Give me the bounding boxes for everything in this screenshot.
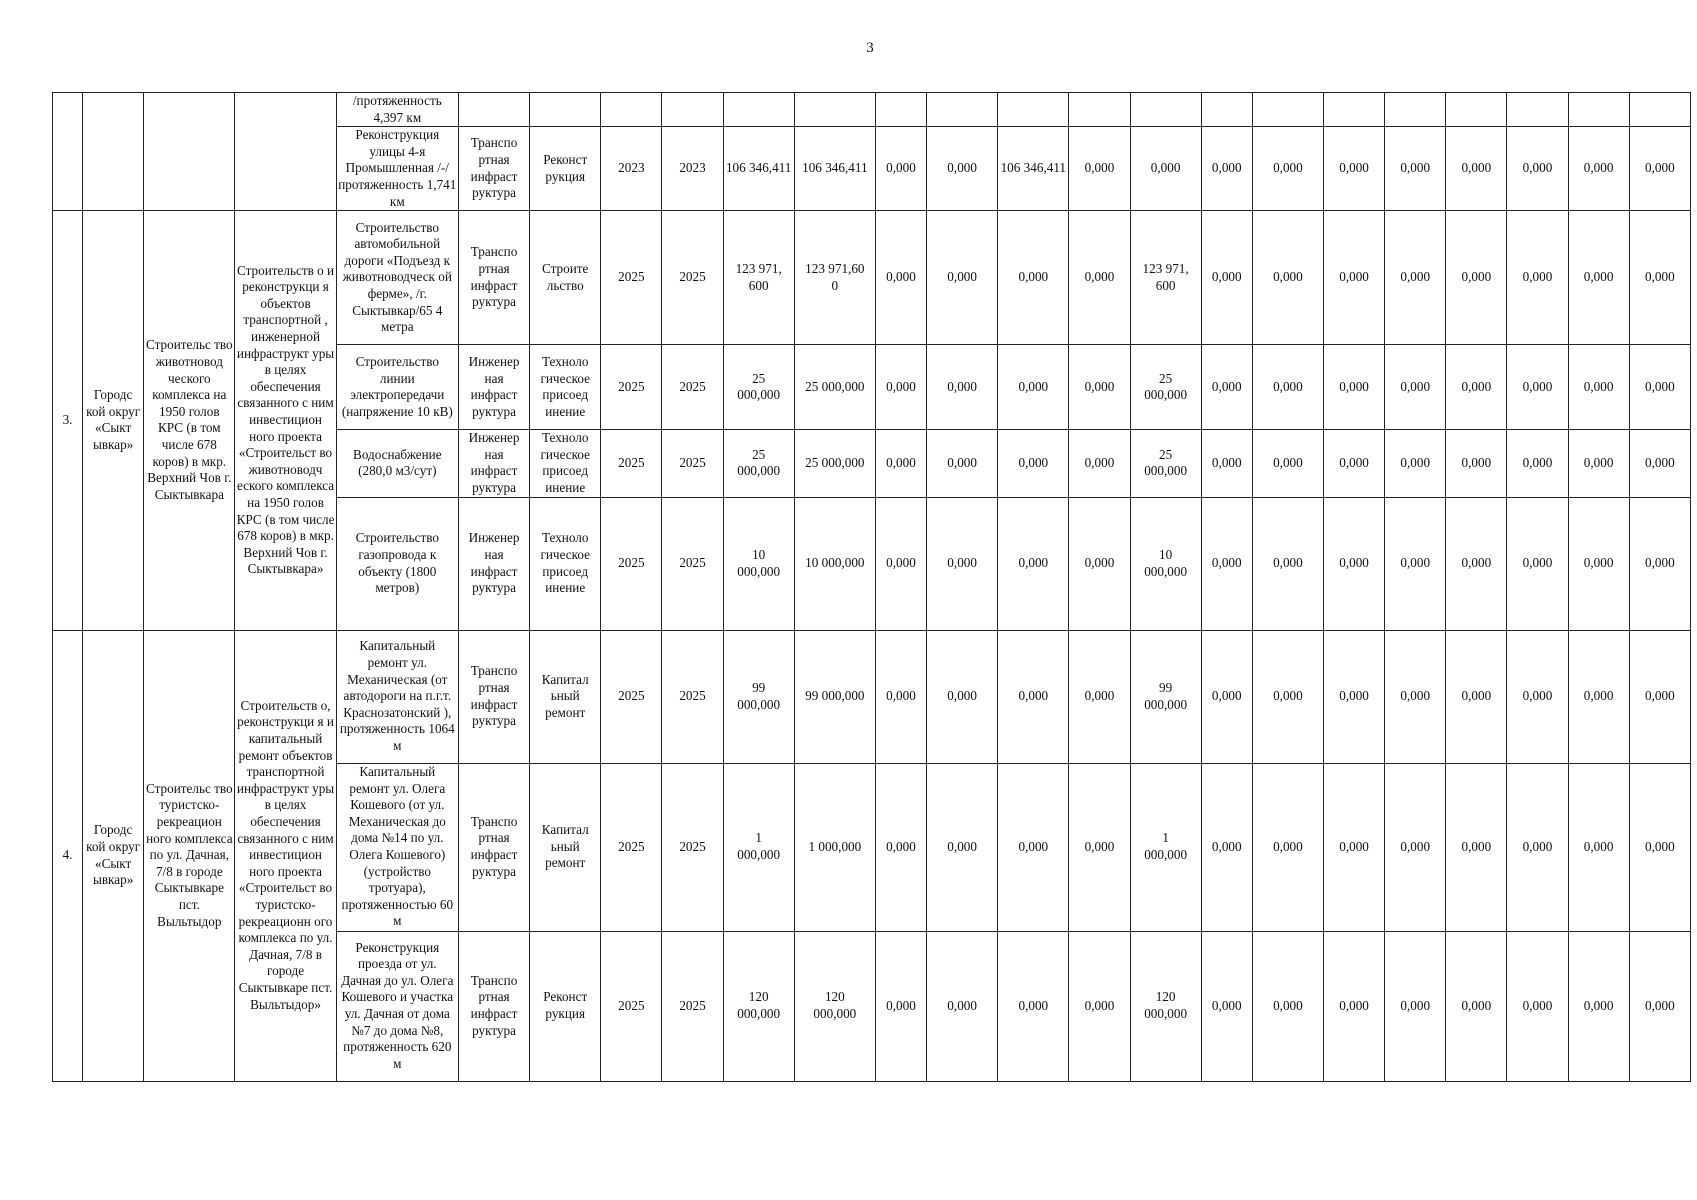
amount-cell: 106 346,411 (723, 127, 794, 211)
investment-project: Строительс тво туристско- рекреацион ного комплекса по ул. Дачная, 7/8 в городе Сыктывкаре пст. Выльтыдор (144, 630, 235, 1081)
infrastructure-type: Транспо ртная инфраст руктура (458, 630, 529, 763)
year-end: 2025 (662, 630, 723, 763)
amount-cell: 0,000 (875, 211, 926, 345)
amount-cell: 0,000 (1323, 497, 1384, 630)
amount-cell: 0,000 (1323, 211, 1384, 345)
amount-cell: 0,000 (927, 630, 998, 763)
work-type: Техноло гическое присоед инение (530, 345, 601, 430)
investment-objects-table (52, 92, 1691, 1082)
municipality: Городс кой округ «Сыкт ывкар» (83, 630, 144, 1081)
amount-cell: 0,000 (1323, 931, 1384, 1081)
amount-cell: 0,000 (1069, 345, 1130, 430)
object-name: Реконструкция проезда от ул. Дачная до ул. Олега Кошевого и участка ул. Дачная от дома №7 до дома №8, протяженность 620 м (336, 931, 458, 1081)
amount-cell: 0,000 (1568, 211, 1629, 345)
amount-cell: 0,000 (1385, 497, 1446, 630)
amount-cell: 0,000 (1507, 127, 1568, 211)
amount-cell: 10 000,000 (723, 497, 794, 630)
amount-cell: 0,000 (1507, 630, 1568, 763)
year-end: 2025 (662, 763, 723, 931)
amount-cell: 25 000,000 (723, 345, 794, 430)
amount-cell: 0,000 (1252, 211, 1323, 345)
amount-cell: 0,000 (1507, 345, 1568, 430)
investment-project: Строительс тво животновод ческого комплекса на 1950 голов КРС (в том числе 678 коров) в мкр. Верхний Чов г. Сыктывкара (144, 211, 235, 630)
amount-cell: 0,000 (927, 430, 998, 497)
amount-cell: 0,000 (1385, 345, 1446, 430)
amount-cell: 0,000 (1629, 127, 1690, 211)
amount-cell: 0,000 (1323, 127, 1384, 211)
year-start: 2025 (601, 430, 662, 497)
amount-cell: 1 000,000 (1130, 763, 1201, 931)
amount-cell: 25 000,000 (723, 430, 794, 497)
amount-cell: 0,000 (1323, 430, 1384, 497)
amount-cell: 0,000 (1568, 763, 1629, 931)
page-number: 3 (866, 40, 874, 56)
amount-cell: 0,000 (1507, 763, 1568, 931)
amount-cell: 0,000 (875, 763, 926, 931)
amount-cell: 120 000,000 (1130, 931, 1201, 1081)
work-type: Строите льство (530, 211, 601, 345)
amount-cell: 0,000 (1629, 345, 1690, 430)
object-name: /протяженность 4,397 км (336, 93, 458, 127)
object-name: Строительство автомобильной дороги «Подъезд к животноводческ ой ферме», /г. Сыктывкар/65 4 метра (336, 211, 458, 345)
amount-cell: 0,000 (1069, 630, 1130, 763)
amount-cell: 0,000 (1446, 211, 1507, 345)
infrastructure-type: Транспо ртная инфраст руктура (458, 211, 529, 345)
amount-cell: 0,000 (1385, 430, 1446, 497)
amount-cell: 0,000 (1507, 430, 1568, 497)
object-name: Реконструкция улицы 4-я Промышленная /-/протяженность 1,741 км (336, 127, 458, 211)
year-end: 2023 (662, 127, 723, 211)
amount-cell: 0,000 (1201, 497, 1252, 630)
amount-cell: 0,000 (1201, 931, 1252, 1081)
amount-cell: 0,000 (1629, 763, 1690, 931)
amount-cell: 0,000 (998, 763, 1069, 931)
year-end: 2025 (662, 211, 723, 345)
amount-cell: 0,000 (1385, 763, 1446, 931)
amount-cell: 0,000 (875, 630, 926, 763)
object-name: Капитальный ремонт ул. Олега Кошевого (от ул. Механическая до дома №14 по ул. Олега Кошевого) (устройство тротуара), протяженностью 60 м (336, 763, 458, 931)
infrastructure-type: Транспо ртная инфраст руктура (458, 763, 529, 931)
amount-cell: 0,000 (1201, 630, 1252, 763)
amount-cell: 0,000 (875, 497, 926, 630)
amount-cell: 0,000 (1201, 127, 1252, 211)
amount-cell: 0,000 (1323, 763, 1384, 931)
amount-cell: 0,000 (927, 931, 998, 1081)
amount-cell: 0,000 (1507, 497, 1568, 630)
amount-cell: 10 000,000 (794, 497, 875, 630)
object-name: Капитальный ремонт ул. Механическая (от автодороги на п.г.т. Краснозатонский ), протяженность 1064 м (336, 630, 458, 763)
amount-cell: 0,000 (1629, 211, 1690, 345)
amount-cell: 0,000 (1385, 931, 1446, 1081)
amount-cell: 0,000 (998, 931, 1069, 1081)
municipality: Городс кой округ «Сыкт ывкар» (83, 211, 144, 630)
project-goal: Строительств о и реконструкци я объектов транспортной , инженерной инфраструкт уры в целях обеспечения связанного с ним инвестицион ного проекта «Строительст во животноводч еского комплекса на 1950 голов КРС (в том числе 678 коров) в мкр. Верхний Чов г. Сыктывкара» (235, 211, 336, 630)
amount-cell: 0,000 (1069, 931, 1130, 1081)
amount-cell: 99 000,000 (723, 630, 794, 763)
amount-cell: 0,000 (1629, 430, 1690, 497)
amount-cell: 0,000 (1568, 630, 1629, 763)
amount-cell: 99 000,000 (1130, 630, 1201, 763)
amount-cell: 0,000 (1568, 127, 1629, 211)
amount-cell: 0,000 (927, 497, 998, 630)
year-start: 2025 (601, 763, 662, 931)
object-name: Строительство газопровода к объекту (1800 метров) (336, 497, 458, 630)
amount-cell: 0,000 (875, 345, 926, 430)
amount-cell: 106 346,411 (794, 127, 875, 211)
amount-cell: 0,000 (1252, 345, 1323, 430)
year-start: 2023 (601, 127, 662, 211)
infrastructure-type: Инженер ная инфраст руктура (458, 430, 529, 497)
amount-cell: 123 971, 600 (723, 211, 794, 345)
amount-cell: 0,000 (1629, 497, 1690, 630)
amount-cell: 25 000,000 (794, 430, 875, 497)
amount-cell: 0,000 (1252, 763, 1323, 931)
amount-cell: 0,000 (1507, 211, 1568, 345)
amount-cell: 0,000 (927, 211, 998, 345)
year-start: 2025 (601, 931, 662, 1081)
project-goal: Строительств о, реконструкци я и капитальный ремонт объектов транспортной инфраструкт уры в целях обеспечения связанного с ним инвестицион ного проекта «Строительст во туристско- рекреационн ого комплекса по ул. Дачная, 7/8 в городе Сыктывкаре пст. Выльтыдор» (235, 630, 336, 1081)
amount-cell: 106 346,411 (998, 127, 1069, 211)
amount-cell: 0,000 (1069, 211, 1130, 345)
year-start: 2025 (601, 345, 662, 430)
year-end: 2025 (662, 497, 723, 630)
amount-cell: 0,000 (1130, 127, 1201, 211)
infrastructure-type: Инженер ная инфраст руктура (458, 345, 529, 430)
amount-cell: 0,000 (1568, 430, 1629, 497)
amount-cell: 0,000 (1201, 211, 1252, 345)
amount-cell: 1 000,000 (723, 763, 794, 931)
year-end: 2025 (662, 931, 723, 1081)
amount-cell: 25 000,000 (1130, 345, 1201, 430)
amount-cell: 0,000 (1446, 497, 1507, 630)
table-row (53, 93, 1691, 127)
amount-cell: 0,000 (1568, 931, 1629, 1081)
amount-cell: 10 000,000 (1130, 497, 1201, 630)
amount-cell: 0,000 (998, 345, 1069, 430)
year-end: 2025 (662, 345, 723, 430)
amount-cell: 0,000 (927, 763, 998, 931)
amount-cell: 0,000 (998, 211, 1069, 345)
amount-cell: 120 000,000 (794, 931, 875, 1081)
amount-cell: 0,000 (1201, 345, 1252, 430)
amount-cell: 0,000 (875, 430, 926, 497)
amount-cell: 0,000 (1252, 630, 1323, 763)
amount-cell: 0,000 (1252, 127, 1323, 211)
amount-cell: 0,000 (1252, 497, 1323, 630)
amount-cell: 0,000 (998, 430, 1069, 497)
amount-cell: 0,000 (1446, 763, 1507, 931)
work-type: Капитал ьный ремонт (530, 763, 601, 931)
amount-cell: 0,000 (1069, 127, 1130, 211)
amount-cell: 0,000 (1568, 497, 1629, 630)
amount-cell: 0,000 (1446, 430, 1507, 497)
amount-cell: 120 000,000 (723, 931, 794, 1081)
infrastructure-type: Транспо ртная инфраст руктура (458, 931, 529, 1081)
amount-cell: 0,000 (1069, 763, 1130, 931)
amount-cell: 0,000 (927, 127, 998, 211)
amount-cell: 0,000 (1446, 345, 1507, 430)
amount-cell: 123 971, 600 (1130, 211, 1201, 345)
amount-cell: 0,000 (998, 630, 1069, 763)
amount-cell: 25 000,000 (1130, 430, 1201, 497)
amount-cell: 0,000 (1201, 763, 1252, 931)
amount-cell: 0,000 (1252, 931, 1323, 1081)
amount-cell: 25 000,000 (794, 345, 875, 430)
amount-cell: 99 000,000 (794, 630, 875, 763)
work-type: Капитал ьный ремонт (530, 630, 601, 763)
amount-cell: 0,000 (1446, 127, 1507, 211)
work-type: Реконст рукция (530, 127, 601, 211)
year-start: 2025 (601, 630, 662, 763)
amount-cell: 0,000 (1568, 345, 1629, 430)
amount-cell: 0,000 (1069, 497, 1130, 630)
table-row (53, 211, 1691, 345)
object-name: Водоснабжение (280,0 м3/сут) (336, 430, 458, 497)
amount-cell: 0,000 (1446, 630, 1507, 763)
amount-cell: 0,000 (1629, 630, 1690, 763)
amount-cell: 0,000 (927, 345, 998, 430)
year-start: 2025 (601, 211, 662, 345)
amount-cell: 0,000 (1323, 345, 1384, 430)
amount-cell: 0,000 (1385, 630, 1446, 763)
object-name: Строительство линии электропередачи (напряжение 10 кВ) (336, 345, 458, 430)
infrastructure-type: Инженер ная инфраст руктура (458, 497, 529, 630)
amount-cell: 0,000 (875, 127, 926, 211)
amount-cell: 0,000 (1323, 630, 1384, 763)
amount-cell: 0,000 (875, 931, 926, 1081)
infrastructure-type: Транспо ртная инфраст руктура (458, 127, 529, 211)
work-type: Техноло гическое присоед инение (530, 497, 601, 630)
work-type: Техноло гическое присоед инение (530, 430, 601, 497)
row-number: 4. (53, 630, 83, 1081)
table-row (53, 630, 1691, 763)
amount-cell: 0,000 (1629, 931, 1690, 1081)
amount-cell: 1 000,000 (794, 763, 875, 931)
amount-cell: 0,000 (998, 497, 1069, 630)
row-number: 3. (53, 211, 83, 630)
amount-cell: 0,000 (1201, 430, 1252, 497)
amount-cell: 0,000 (1385, 211, 1446, 345)
amount-cell: 0,000 (1069, 430, 1130, 497)
year-start: 2025 (601, 497, 662, 630)
work-type: Реконст рукция (530, 931, 601, 1081)
amount-cell: 123 971,60 0 (794, 211, 875, 345)
year-end: 2025 (662, 430, 723, 497)
amount-cell: 0,000 (1446, 931, 1507, 1081)
amount-cell: 0,000 (1385, 127, 1446, 211)
amount-cell: 0,000 (1507, 931, 1568, 1081)
amount-cell: 0,000 (1252, 430, 1323, 497)
